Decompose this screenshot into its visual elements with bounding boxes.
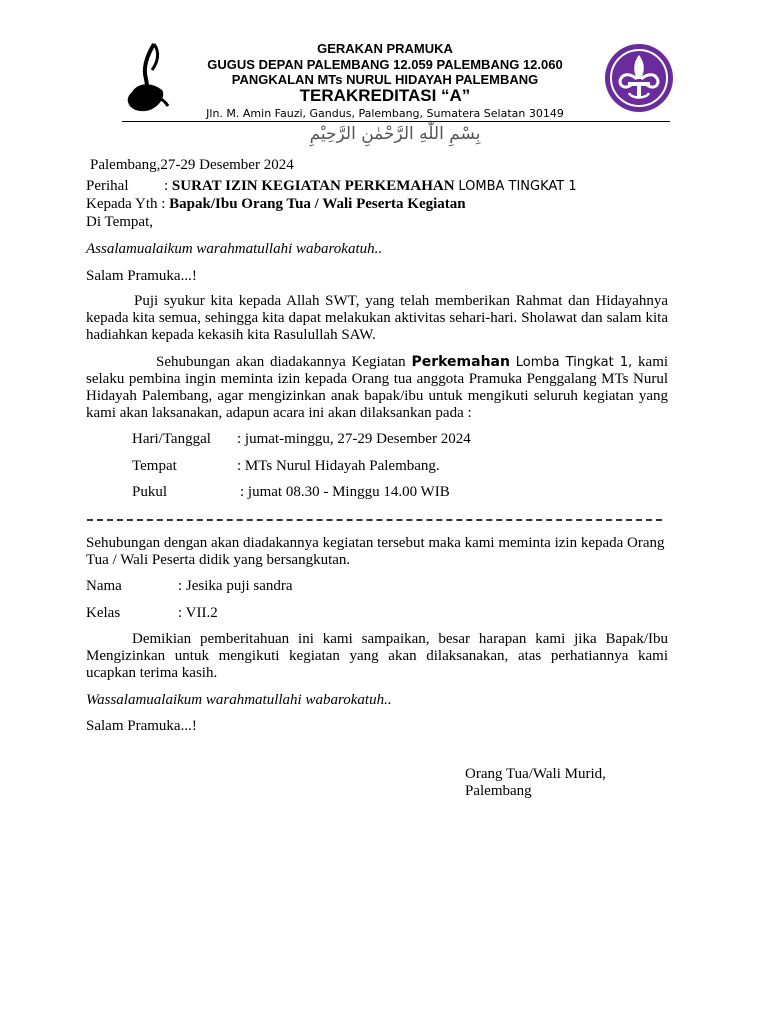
salam-open: Salam Pramuka...! bbox=[86, 268, 197, 284]
signature-city: Palembang bbox=[465, 783, 532, 799]
detail-label-day: Hari/Tanggal bbox=[132, 431, 211, 447]
basmalah: بِسْمِ اللّٰهِ الرَّحْمٰنِ الرَّحِيْمِ bbox=[309, 124, 481, 144]
kepada-line bbox=[86, 196, 466, 213]
perihal-line bbox=[164, 178, 577, 195]
para2-sans: Lomba Tingkat 1, bbox=[515, 355, 633, 370]
farewell: Wassalamualaikum warahmatullahi wabarokatuh.. bbox=[86, 692, 392, 708]
closing-paragraph: Demikian pemberitahuan ini kami sampaikan, besar harapan kami jika Bapak/Ibu Mengizinkan untuk mengikuti kegiatan yang akan dilaksanakan, atas perhatiannya kami ucapkan terima kasih. bbox=[86, 631, 668, 681]
kepada-label: Kepada Yth : bbox=[86, 196, 166, 212]
detail-value-day: : jumat-minggu, 27-29 Desember 2024 bbox=[237, 431, 471, 447]
detail-label-place: Tempat bbox=[132, 458, 177, 474]
perihal-rest: LOMBA TINGKAT 1 bbox=[458, 179, 577, 194]
para2-bold: Perkemahan bbox=[411, 354, 510, 370]
address: Jln. M. Amin Fauzi, Gandus, Palembang, Sumatera Selatan 30149 bbox=[206, 107, 564, 120]
detail-value-place: : MTs Nurul Hidayah Palembang. bbox=[237, 458, 440, 474]
perihal-bold: SURAT IZIN KEGIATAN PERKEMAHAN bbox=[171, 178, 455, 194]
greeting: Assalamualaikum warahmatullahi wabarokatuh.. bbox=[86, 241, 383, 257]
signature-title: Orang Tua/Wali Murid, bbox=[465, 766, 606, 782]
cut-line-divider bbox=[87, 519, 662, 521]
detail-value-time: : jumat 08.30 - Minggu 14.00 WIB bbox=[240, 484, 450, 500]
scout-emblem-icon bbox=[602, 43, 676, 113]
tunas-kelapa-logo bbox=[124, 40, 170, 114]
detail-label-time: Pukul bbox=[132, 484, 168, 500]
kelas-value: : VII.2 bbox=[178, 605, 218, 621]
para2-pre: Sehubungan akan diadakannya Kegiatan bbox=[156, 354, 406, 370]
di-tempat: Di Tempat, bbox=[86, 214, 153, 230]
nama-value: : Jesika puji sandra bbox=[178, 578, 293, 594]
paragraph-opening: Puji syukur kita kepada Allah SWT, yang telah memberikan Rahmat dan Hidayahnya kepada kita semua, sehingga kita dapat melakukan aktivitas sehari-hari. Sholawat dan salam kita hadiahkan kepada kekasih kita Rasulullah SAW. bbox=[86, 293, 668, 343]
paragraph-request bbox=[86, 354, 668, 422]
kepada-value: Bapak/Ibu Orang Tua / Wali Peserta Kegiatan bbox=[169, 196, 466, 212]
slip-intro: Sehubungan dengan akan diadakannya kegiatan tersebut maka kami meminta izin kepada Orang Tua / Wali Peserta didik yang bersangkutan. bbox=[86, 535, 665, 568]
nama-label: Nama bbox=[86, 578, 122, 594]
org-name: GERAKAN PRAMUKA bbox=[317, 41, 453, 56]
kelas-label: Kelas bbox=[86, 605, 121, 621]
gugus-depan: GUGUS DEPAN PALEMBANG 12.059 PALEMBANG 12.060 bbox=[207, 57, 563, 72]
accreditation: TERAKREDITASI “A” bbox=[299, 86, 471, 105]
salam-close: Salam Pramuka...! bbox=[86, 718, 197, 734]
perihal-sep: : bbox=[164, 178, 169, 194]
header-divider bbox=[122, 121, 670, 122]
letterhead bbox=[0, 0, 768, 125]
perihal-label: Perihal bbox=[86, 178, 129, 194]
para2-post: kami selaku pembina ingin meminta izin kepada Orang tua anggota Pramuka Penggalang MTs Nurul Hidayah Palembang, agar mengizinkan anak bapak/ibu untuk mengikuti seluruh kegiatan yang kami akan laksanakan, adapun acara ini akan dilaksankan pada : bbox=[86, 354, 669, 421]
pangkalan: PANGKALAN MTs NURUL HIDAYAH PALEMBANG bbox=[231, 72, 539, 87]
place-date: Palembang,27-29 Desember 2024 bbox=[90, 157, 294, 173]
